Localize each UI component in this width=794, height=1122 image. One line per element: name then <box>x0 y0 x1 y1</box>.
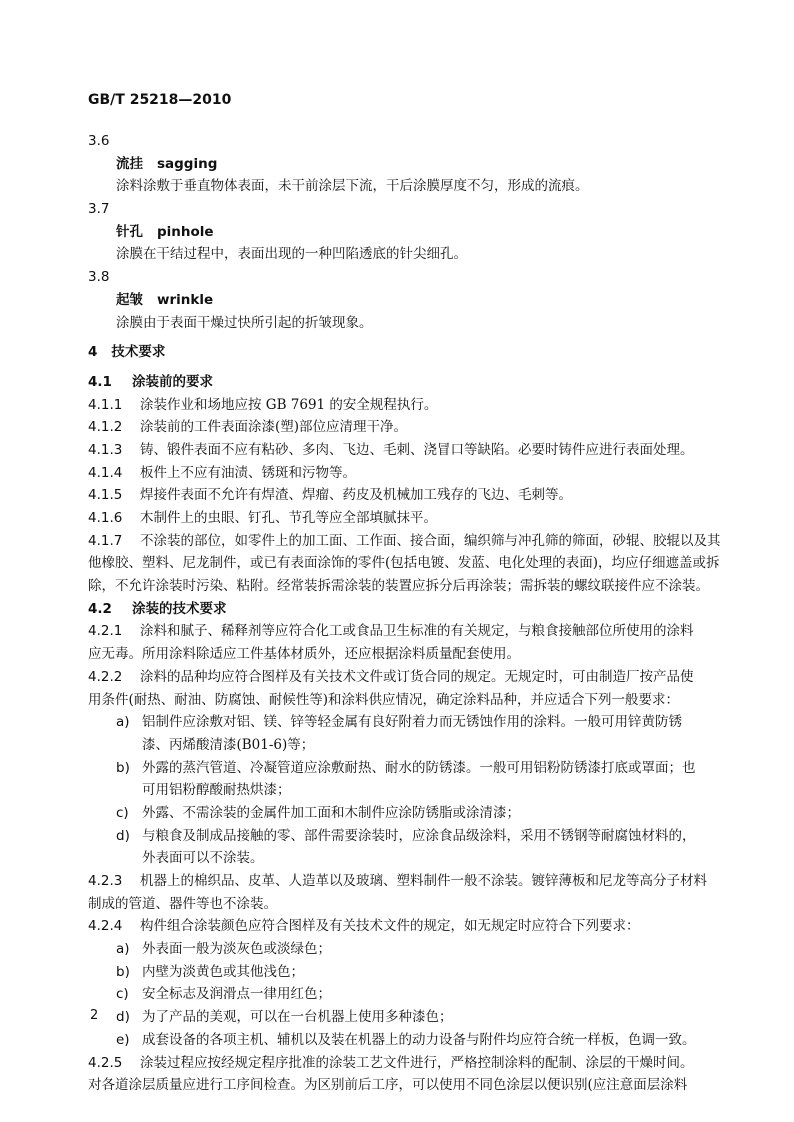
list-item: b) 外露的蒸汽管道、冷凝管道应涂敷耐热、耐水的防锈漆。一般可用铝粉防锈漆打底或罩面；也 <box>116 759 696 776</box>
clause-continuation: 制成的管道、器件等也不涂装。 <box>88 895 277 912</box>
clause-continuation: 他橡胶、塑料、尼龙制件，或已有表面涂饰的零件(包括电镀、发蓝、电化处理的表面)，均应仔细遮盖或拆 <box>88 555 720 572</box>
clause-4-2-1: 4.2.1 涂料和腻子、稀释剂等应符合化工或食品卫生标准的有关规定，与粮食接触部位所使用的涂料 <box>88 623 694 640</box>
clause-4-1-7: 4.1.7 不涂装的部位，如零件上的加工面、工作面、接合面，编织筛与冲孔筛的筛面，砂辊、胶辊以及其 <box>88 532 721 549</box>
clause-4-2-5: 4.2.5 涂装过程应按经规定程序批准的涂装工艺文件进行，严格控制涂料的配制、涂层的干燥时间。 <box>88 1054 694 1071</box>
term-english: wrinkle <box>157 291 214 308</box>
list-item-continuation: 外表面可以不涂装。 <box>142 850 264 867</box>
term-chinese: 针孔 <box>116 223 143 240</box>
term-chinese: 流挂 <box>116 155 143 172</box>
term-heading <box>88 153 708 176</box>
list-item: a) 外表面一般为淡灰色或淡绿色； <box>116 941 331 958</box>
subsection-heading: 4.1 涂装前的要求 <box>88 373 213 390</box>
clause-4-1-5: 4.1.5 焊接件表面不允许有焊渣、焊瘤、药皮及机械加工残存的飞边、毛刺等。 <box>88 487 572 504</box>
term-number: 3.6 <box>88 133 110 149</box>
term-definition: 涂料涂敷于垂直物体表面，未干前涂层下流，干后涂膜厚度不匀，形成的流痕。 <box>116 178 589 195</box>
clause-4-1-4: 4.1.4 板件上不应有油渍、锈斑和污物等。 <box>88 464 356 481</box>
term-number: 3.8 <box>88 269 110 286</box>
standard-number: GB/T 25218—2010 <box>88 92 232 108</box>
term-number: 3.7 <box>88 201 110 218</box>
clause-4-2-3: 4.2.3 机器上的棉织品、皮革、人造革以及玻璃、塑料制件一般不涂装。镀锌薄板和尼龙等高分子材料 <box>88 873 707 889</box>
clause-4-1-3: 4.1.3 铸、锻件表面不应有粘砂、多肉、飞边、毛刺、浇冒口等缺陷。必要时铸件应进行表面处理。 <box>88 441 694 458</box>
term-english: pinhole <box>157 223 214 240</box>
page-number: 2 <box>90 1008 99 1023</box>
term-chinese: 起皱 <box>116 291 143 308</box>
list-item-continuation: 漆、丙烯酸清漆(B01-6)等； <box>142 736 315 753</box>
clause-continuation: 对各道涂层质量应进行工序间检查。为区别前后工序，可以使用不同色涂层以便识别(应注意面层涂料 <box>88 1077 688 1094</box>
clause-4-2-4: 4.2.4 构件组合涂装颜色应符合图样及有关技术文件的规定，如无规定时应符合下列要求： <box>88 918 640 935</box>
clause-4-1-1: 4.1.1 涂装作业和场地应按 GB 7691 的安全规程执行。 <box>88 396 438 413</box>
term-definition: 涂膜由于表面干燥过快所引起的折皱现象。 <box>116 314 373 331</box>
clause-4-1-6: 4.1.6 木制件上的虫眼、钉孔、节孔等应全部填腻抹平。 <box>88 510 437 526</box>
list-item-continuation: 可用铝粉醇酸耐热烘漆； <box>142 782 291 799</box>
term-heading <box>88 221 708 244</box>
clause-4-1-2: 4.1.2 涂装前的工件表面涂漆(塑)部位应清理干净。 <box>88 419 408 436</box>
subsection-heading: 4.2 涂装的技术要求 <box>88 600 227 617</box>
term-definition: 涂膜在干结过程中，表面出现的一种凹陷透底的针尖细孔。 <box>116 246 467 263</box>
list-item: d) 为了产品的美观，可以在一台机器上使用多种漆色； <box>116 1009 453 1026</box>
term-english: sagging <box>157 155 218 172</box>
section-number: 4 <box>88 344 98 361</box>
clause-4-2-2: 4.2.2 涂料的品种均应符合图样及有关技术文件或订货合同的规定。无规定时，可由制造厂按产品使 <box>88 668 694 685</box>
list-item: c) 外露、不需涂装的金属件加工面和木制件应涂防锈脂或涂清漆； <box>116 804 520 821</box>
document-body <box>88 130 721 1097</box>
list-item: d) 与粮食及制成品接触的零、部件需要涂装时，应涂食品级涂料，采用不锈钢等耐腐蚀材料的， <box>116 827 696 844</box>
list-item: a) 铝制件应涂敷对铝、镁、锌等轻金属有良好附着力而无锈蚀作用的涂料。一般可用锌黄防锈 <box>116 714 682 731</box>
clause-continuation: 除，不允许涂装时污染、粘附。经常装拆需涂装的装置应拆分后再涂装；需拆装的螺纹联接件应不涂装。 <box>88 578 709 595</box>
term-heading <box>88 289 708 312</box>
list-item: b) 内壁为淡黄色或其他浅色； <box>116 963 304 980</box>
section-heading <box>88 341 708 364</box>
section-title: 技术要求 <box>111 344 166 361</box>
clause-continuation: 应无毒。所用涂料除适应工件基体材质外，还应根据涂料质量配套使用。 <box>88 646 520 663</box>
list-item: c) 安全标志及润滑点一律用红色； <box>116 986 331 1003</box>
clause-continuation: 用条件(耐热、耐油、防腐蚀、耐候性等)和涂料供应情况，确定涂料品种，并应适合下列一般要求： <box>88 691 680 708</box>
list-item: e) 成套设备的各项主机、辅机以及装在机器上的动力设备与附件均应符合统一样板，色调一致。 <box>116 1031 696 1048</box>
